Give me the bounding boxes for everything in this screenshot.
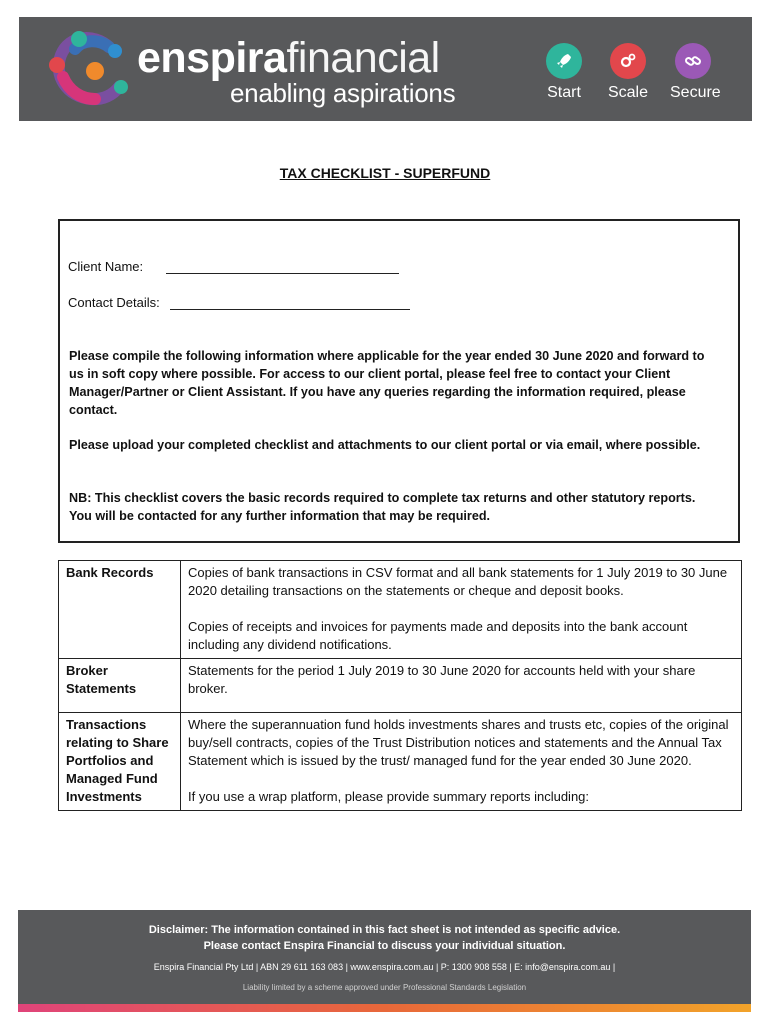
brand-name: enspirafinancial [137,34,440,82]
row-item: Where the superannuation fund holds investments shares and trusts etc, copies of the original buy/sell contracts, copies of the Trust Distribution notices and statements and the Annual Tax Statement which is issued by the trust/ managed fund for the year ended 30 June 2020. [188,717,729,768]
pillar-label: Secure [670,84,721,101]
contact-line: Enspira Financial Pty Ltd | ABN 29 611 163 083 | www.enspira.com.au | P: 1300 908 558 | E: info@enspira.com.au | [153,962,616,972]
row-category: Bank Records [59,561,181,659]
client-name-label: Client Name: [68,259,144,274]
table-row [59,561,742,659]
upload-paragraph: Please upload your completed checklist and attachments to our client portal or via email, where possible. [69,438,701,452]
row-description [181,713,742,811]
client-name-field[interactable] [166,273,399,274]
document-title: TAX CHECKLIST - SUPERFUND [279,165,491,181]
instructions-paragraph: Please compile the following information where applicable for the year ended 30 June 2020 and forward to us in soft copy where possible. For access to our client portal, please feel free to contact your Client Manager/Partner or Client Assistant. If you have any queries regarding the information required, please contact. [69,349,705,417]
gears-icon [610,43,646,79]
pillar-scale [605,43,651,102]
disclaimer-line-1: Disclaimer: The information contained in this fact sheet is not intended as specific advice. [148,924,621,936]
row-item: Statements for the period 1 July 2019 to 30 June 2020 for accounts held with your share broker. [188,663,696,696]
link-icon [675,43,711,79]
pillar-secure [670,43,721,102]
row-item: Copies of bank transactions in CSV format and all bank statements for 1 July 2019 to 30 June 2020 detailing transactions on the statements or cheque and deposit books. [188,565,728,598]
pillar-start [541,43,587,102]
rocket-icon [546,43,582,79]
brand-tagline: enabling aspirations [230,78,456,108]
footer-gradient-bar [18,1004,751,1012]
row-item: If you use a wrap platform, please provide summary reports including: [188,789,590,804]
table-row [59,659,742,713]
header-banner [19,17,752,121]
contact-details-label: Contact Details: [68,295,160,310]
disclaimer-line-2: Please contact Enspira Financial to discuss your individual situation. [203,940,566,952]
row-item: Copies of receipts and invoices for payments made and deposits into the bank account including any dividend notifications. [188,619,688,652]
contact-details-field[interactable] [170,309,410,310]
row-category: Transactions relating to Share Portfolios and Managed Fund Investments [59,713,181,811]
checklist-table [58,560,742,811]
row-description [181,561,742,659]
row-category: Broker Statements [59,659,181,713]
liability-notice: Liability limited by a scheme approved under Professional Standards Legislation [242,983,527,992]
row-description [181,659,742,713]
pillar-label: Start [547,84,581,101]
table-row [59,713,742,811]
client-info-box [58,219,740,543]
footer [18,910,751,1004]
enspira-logo-icon [39,25,139,113]
pillar-label: Scale [607,84,649,101]
nb-paragraph: NB: This checklist covers the basic records required to complete tax returns and other statutory reports. You will be contacted for any further information that may be required. [69,491,696,523]
